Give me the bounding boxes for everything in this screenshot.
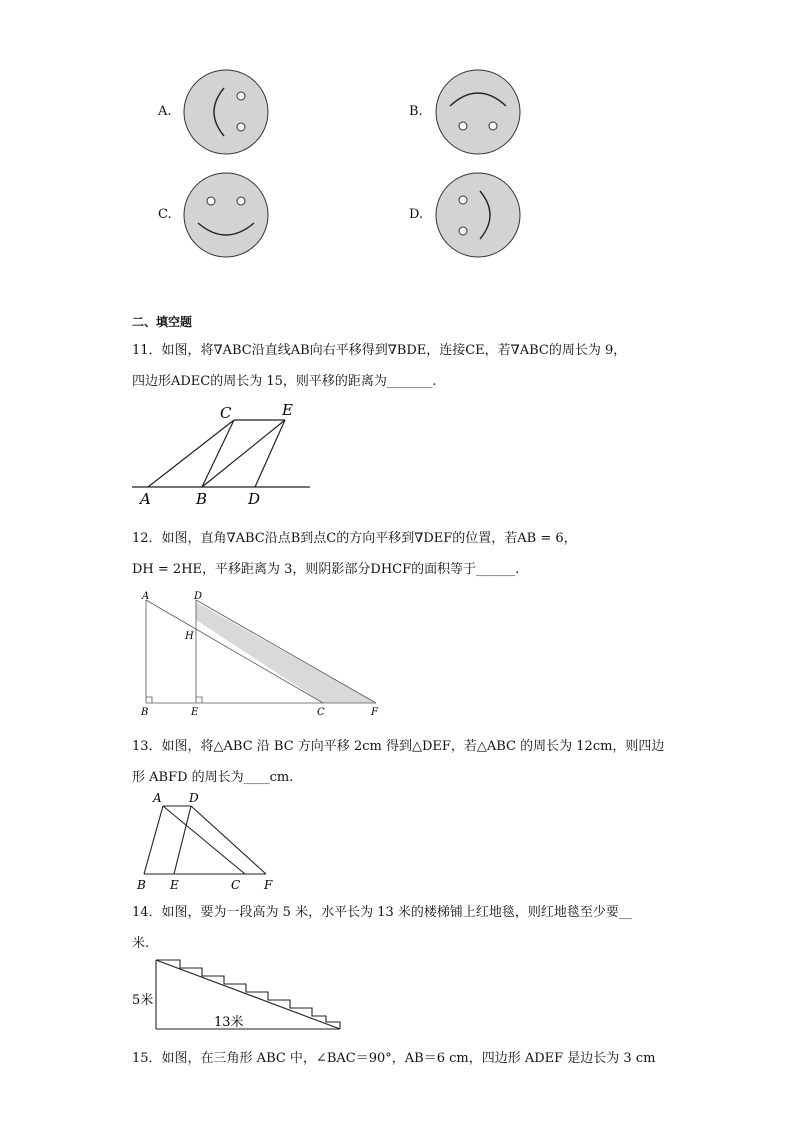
segment-be [202, 420, 285, 487]
eye [237, 197, 245, 205]
label-b: B [137, 878, 146, 892]
label-e: E [191, 707, 199, 718]
face-circle [184, 173, 268, 257]
section-title: 二、填空题 [132, 315, 193, 329]
option-b-face-figure [432, 68, 524, 160]
label-c: C [231, 878, 241, 892]
length-label: 13米 [214, 1015, 244, 1030]
segment-cb [202, 420, 234, 487]
segment-df [191, 806, 266, 874]
question-12-figure [135, 588, 390, 720]
question-11-line-1: 11．如图，将∇ABC沿直线AB向右平移得到∇BDE，连接CE，若∇ABC的周长为 9， [132, 343, 627, 358]
label-b: B [141, 707, 149, 718]
option-a-face-figure [180, 68, 272, 160]
question-13-figure [133, 788, 283, 894]
label-a: A [153, 791, 162, 805]
label-a: A [142, 591, 150, 602]
label-b: B [196, 490, 208, 508]
question-13-line-2: 形 ABFD 的周长为____cm. [132, 770, 294, 785]
eye [459, 227, 467, 235]
eye [237, 92, 245, 100]
label-e: E [282, 401, 293, 419]
label-f: F [371, 707, 378, 718]
question-14-line-1: 14．如图，要为一段高为 5 米，水平长为 13 米的楼梯铺上红地毯，则红地毯至少要__ [132, 905, 632, 920]
question-13-line-1: 13．如图，将△ABC 沿 BC 方向平移 2cm 得到△DEF，若△ABC 的周长为 12cm，则四边 [132, 739, 665, 754]
label-c: C [220, 404, 232, 422]
label-h: H [185, 631, 194, 642]
question-12-line-2: DH = 2HE，平移距离为 3，则阴影部分DHCF的面积等于______. [132, 562, 520, 577]
label-c: C [317, 707, 325, 718]
segment-ed [255, 420, 285, 487]
segment-ac [163, 806, 245, 874]
right-angle-e [196, 697, 202, 703]
question-11-figure [130, 400, 320, 510]
segment-ab [144, 806, 163, 874]
option-d-face-figure [432, 171, 524, 263]
face-circle [436, 173, 520, 257]
eye [489, 122, 497, 130]
right-angle-b [146, 697, 152, 703]
segment-df [196, 600, 376, 703]
label-f: F [264, 878, 273, 892]
segment-ac [148, 420, 234, 487]
staircase-slope-line [156, 960, 340, 1029]
label-a: A [140, 490, 151, 508]
question-15-line-1: 15．如图，在三角形 ABC 中，∠BAC＝90°，AB＝6 cm，四边形 ADEF 是边长为 3 cm [132, 1051, 656, 1066]
eye [237, 123, 245, 131]
eye [459, 122, 467, 130]
label-e: E [170, 878, 179, 892]
question-11-line-2: 四边形ADEC的周长为 15，则平移的距离为_______. [132, 374, 437, 389]
question-14-line-2: 米. [132, 936, 150, 951]
question-14-figure [130, 956, 350, 1036]
eye [459, 196, 467, 204]
option-d-label: D. [409, 207, 424, 222]
option-b-label: B. [409, 104, 423, 119]
height-label: 5米 [132, 993, 154, 1008]
option-c-face-figure [180, 171, 272, 263]
segment-de [174, 806, 191, 874]
face-circle [184, 70, 268, 154]
segment-ac [146, 600, 323, 703]
face-circle [436, 70, 520, 154]
eye [207, 197, 215, 205]
label-d: D [194, 591, 203, 602]
option-a-label: A. [158, 104, 172, 119]
question-12-line-1: 12．如图，直角∇ABC沿点B到点C的方向平移到∇DEF的位置，若AB = 6， [132, 531, 577, 546]
option-c-label: C. [158, 207, 172, 222]
label-d: D [189, 791, 199, 805]
label-d: D [248, 490, 261, 508]
